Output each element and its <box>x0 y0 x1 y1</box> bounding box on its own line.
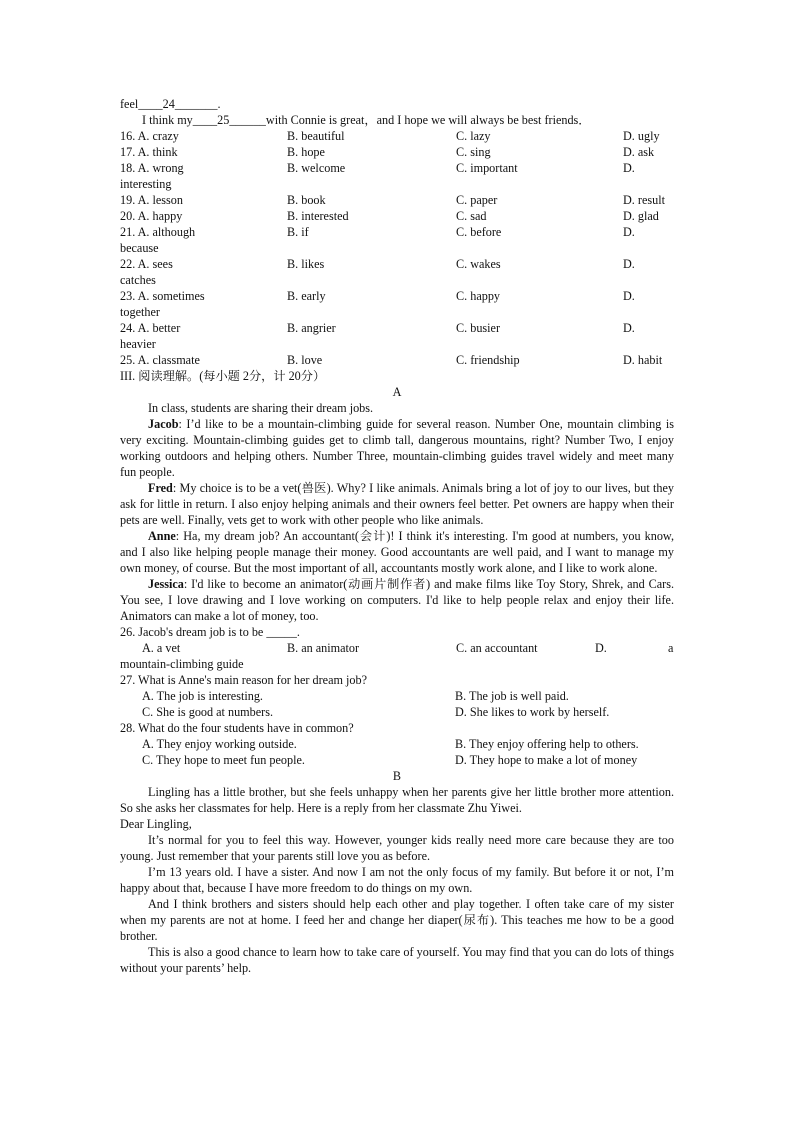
cloze-option-a[interactable]: 18. A. wrong <box>120 161 184 175</box>
cloze-option-a[interactable]: 23. A. sometimes <box>120 289 205 303</box>
cloze-option-d[interactable]: D. ask <box>623 145 655 159</box>
part-a-label: A <box>392 385 402 399</box>
part-b-label: B <box>392 769 402 783</box>
passage-paragraph <box>120 576 674 624</box>
q26-option-d-wrap: mountain-climbing guide <box>120 657 244 671</box>
cloze-option-c[interactable]: C. busier <box>456 321 501 335</box>
q26-option-d[interactable]: D. <box>595 641 607 655</box>
cloze-option-a[interactable]: 22. A. sees <box>120 257 173 271</box>
cloze-option-row <box>120 352 674 368</box>
part-b-intro: Lingling has a little brother, but she feels unhappy when her parents give her little brother more attention. So she asks her classmates for help. Here is a reply from her classmate Zhu Yiwei. <box>120 785 674 815</box>
cloze-option-wrap-row <box>120 240 674 256</box>
cloze-option-d[interactable]: D. <box>623 225 635 239</box>
q26-option-b[interactable]: B. an animator <box>287 641 360 655</box>
speaker-text: : My choice is to be a vet(兽医). Why? I like animals. Animals bring a lot of joy to our lives, but they ask for little in return. I also enjoy helping animals and their owners feel better. Pet owners are happy when their pets are well. Finally, vets get to work with other people who like animals. <box>120 481 674 527</box>
cloze-option-row <box>120 160 674 176</box>
letter-paragraph: It’s normal for you to feel this way. However, younger kids really need more care because they are too young. Just remember that your parents still love you as before. <box>120 833 674 863</box>
cloze-option-b[interactable]: B. likes <box>287 257 325 271</box>
cloze-option-row <box>120 128 674 144</box>
cloze-option-a[interactable]: 19. A. lesson <box>120 193 183 207</box>
q28-option-b[interactable]: B. They enjoy offering help to others. <box>455 737 639 751</box>
passage-paragraph <box>120 480 674 528</box>
speaker-name: Jessica <box>148 577 184 591</box>
cloze-option-b[interactable]: B. beautiful <box>287 129 345 143</box>
cloze-option-row <box>120 256 674 272</box>
q26-option-c[interactable]: C. an accountant <box>456 641 538 655</box>
passage-paragraph <box>120 416 674 480</box>
cloze-option-c[interactable]: C. friendship <box>456 353 520 367</box>
cloze-option-b[interactable]: B. interested <box>287 209 349 223</box>
cloze-options-table <box>120 128 674 368</box>
cloze-option-c[interactable]: C. sad <box>456 209 487 223</box>
cloze-option-b[interactable]: B. angrier <box>287 321 336 335</box>
cloze-option-c[interactable]: C. happy <box>456 289 501 303</box>
q27-option-a[interactable]: A. The job is interesting. <box>142 689 263 703</box>
section-heading: III. 阅读理解。(每小题 2分，计 20分） <box>120 369 326 383</box>
letter-paragraph: And I think brothers and sisters should help each other and play together. I often take care of my sister when my parents are not at home. I feed her and change her diaper(尿布). This teaches me how to be a good brother. <box>120 897 674 943</box>
cloze-option-d-wrap: heavier <box>120 337 156 351</box>
cloze-option-wrap-row <box>120 304 674 320</box>
cloze-option-row <box>120 192 674 208</box>
cloze-option-b[interactable]: B. if <box>287 225 309 239</box>
cloze-option-b[interactable]: B. early <box>287 289 326 303</box>
cloze-option-d[interactable]: D. habit <box>623 353 663 367</box>
question-27-row2 <box>120 704 674 720</box>
cloze-option-a[interactable]: 20. A. happy <box>120 209 183 223</box>
cloze-option-wrap-row <box>120 336 674 352</box>
cloze-option-wrap-row <box>120 176 674 192</box>
cloze-option-wrap-row <box>120 272 674 288</box>
speaker-text: : Ha, my dream job? An accountant(会计)! I think it's interesting. I'm good at numbers, you know, and I also like helping people manage their money. Good accountants are well paid, and I want to manage my own money, of course. But the most important of all, accountants mostly work alone, and I like to work alone. <box>120 529 674 575</box>
cloze-tail-line2: I think my____25______with Connie is great，and I hope we will always be best friends． <box>142 113 591 127</box>
q27-option-d[interactable]: D. She likes to work by herself. <box>455 705 610 719</box>
speaker-name: Jacob <box>148 417 179 431</box>
cloze-option-d[interactable]: D. <box>623 161 635 175</box>
cloze-option-row <box>120 144 674 160</box>
cloze-option-d-wrap: because <box>120 241 159 255</box>
cloze-option-row <box>120 320 674 336</box>
question-28-stem: 28. What do the four students have in common? <box>120 721 354 735</box>
question-28-row1 <box>120 736 674 752</box>
cloze-tail-line1: feel____24_______. <box>120 97 221 111</box>
cloze-option-d-wrap: together <box>120 305 160 319</box>
cloze-option-d[interactable]: D. result <box>623 193 665 207</box>
q28-option-a[interactable]: A. They enjoy working outside. <box>142 737 297 751</box>
cloze-option-d[interactable]: D. glad <box>623 209 659 223</box>
letter-paragraph: I’m 13 years old. I have a sister. And now I am not the only focus of my family. But before it or not, I’m happy about that, because I have more freedom to do things on my own. <box>120 865 674 895</box>
question-26-stem: 26. Jacob's dream job is to be _____. <box>120 625 300 639</box>
cloze-option-d[interactable]: D. ugly <box>623 129 660 143</box>
cloze-option-b[interactable]: B. hope <box>287 145 325 159</box>
cloze-option-a[interactable]: 17. A. think <box>120 145 178 159</box>
question-26-options <box>120 640 674 656</box>
cloze-option-a[interactable]: 21. A. although <box>120 225 196 239</box>
cloze-option-c[interactable]: C. wakes <box>456 257 501 271</box>
cloze-option-b[interactable]: B. love <box>287 353 323 367</box>
cloze-option-a[interactable]: 25. A. classmate <box>120 353 200 367</box>
exam-page <box>120 96 674 976</box>
q26-option-d-tail: a <box>668 641 674 655</box>
q28-option-c[interactable]: C. They hope to meet fun people. <box>142 753 305 767</box>
cloze-option-c[interactable]: C. before <box>456 225 502 239</box>
cloze-option-c[interactable]: C. important <box>456 161 518 175</box>
passage-intro: In class, students are sharing their dream jobs. <box>148 401 374 415</box>
question-27-stem: 27. What is Anne's main reason for her dream job? <box>120 673 368 687</box>
cloze-option-a[interactable]: 24. A. better <box>120 321 181 335</box>
cloze-option-b[interactable]: B. book <box>287 193 326 207</box>
question-27-row1 <box>120 688 674 704</box>
speaker-text: : I'd like to become an animator(动画片制作者) and make films like Toy Story, Shrek, and Cars. You see, I love drawing and I love working on computers. I'd like to help people relax and enjoy their life. Animators can make a lot of money, too. <box>120 577 674 623</box>
question-28-row2 <box>120 752 674 768</box>
cloze-option-c[interactable]: C. lazy <box>456 129 491 143</box>
passage-list <box>120 416 674 624</box>
cloze-option-d-wrap: interesting <box>120 177 172 191</box>
cloze-option-row <box>120 208 674 224</box>
cloze-option-d[interactable]: D. <box>623 257 635 271</box>
speaker-name: Anne <box>148 529 176 543</box>
speaker-text: : I’d like to be a mountain-climbing guide for several reason. Number One, mountain climbing is very exciting. Mountain-climbing guides get to climb tall, dangerous mountains, right? Number Two, I enjoy working outdoors and helping others. Number Three, mountain-climbing guides travel widely and meet many fun people. <box>120 417 674 479</box>
cloze-option-d[interactable]: D. <box>623 289 635 303</box>
cloze-option-d-wrap: catches <box>120 273 156 287</box>
cloze-option-c[interactable]: C. sing <box>456 145 491 159</box>
q27-option-b[interactable]: B. The job is well paid. <box>455 689 569 703</box>
speaker-name: Fred <box>148 481 173 495</box>
cloze-option-c[interactable]: C. paper <box>456 193 498 207</box>
q26-option-a[interactable]: A. a vet <box>142 641 181 655</box>
letter-paragraph: This is also a good chance to learn how to take care of yourself. You may find that you can do lots of things without your parents’ help. <box>120 945 674 975</box>
letter-body <box>120 832 674 976</box>
letter-salutation: Dear Lingling, <box>120 817 192 831</box>
cloze-option-a[interactable]: 16. A. crazy <box>120 129 179 143</box>
q27-option-c[interactable]: C. She is good at numbers. <box>142 705 274 719</box>
cloze-option-d[interactable]: D. <box>623 321 635 335</box>
cloze-option-row <box>120 224 674 240</box>
q28-option-d[interactable]: D. They hope to make a lot of money <box>455 753 638 767</box>
cloze-option-row <box>120 288 674 304</box>
cloze-option-b[interactable]: B. welcome <box>287 161 346 175</box>
passage-paragraph <box>120 528 674 576</box>
